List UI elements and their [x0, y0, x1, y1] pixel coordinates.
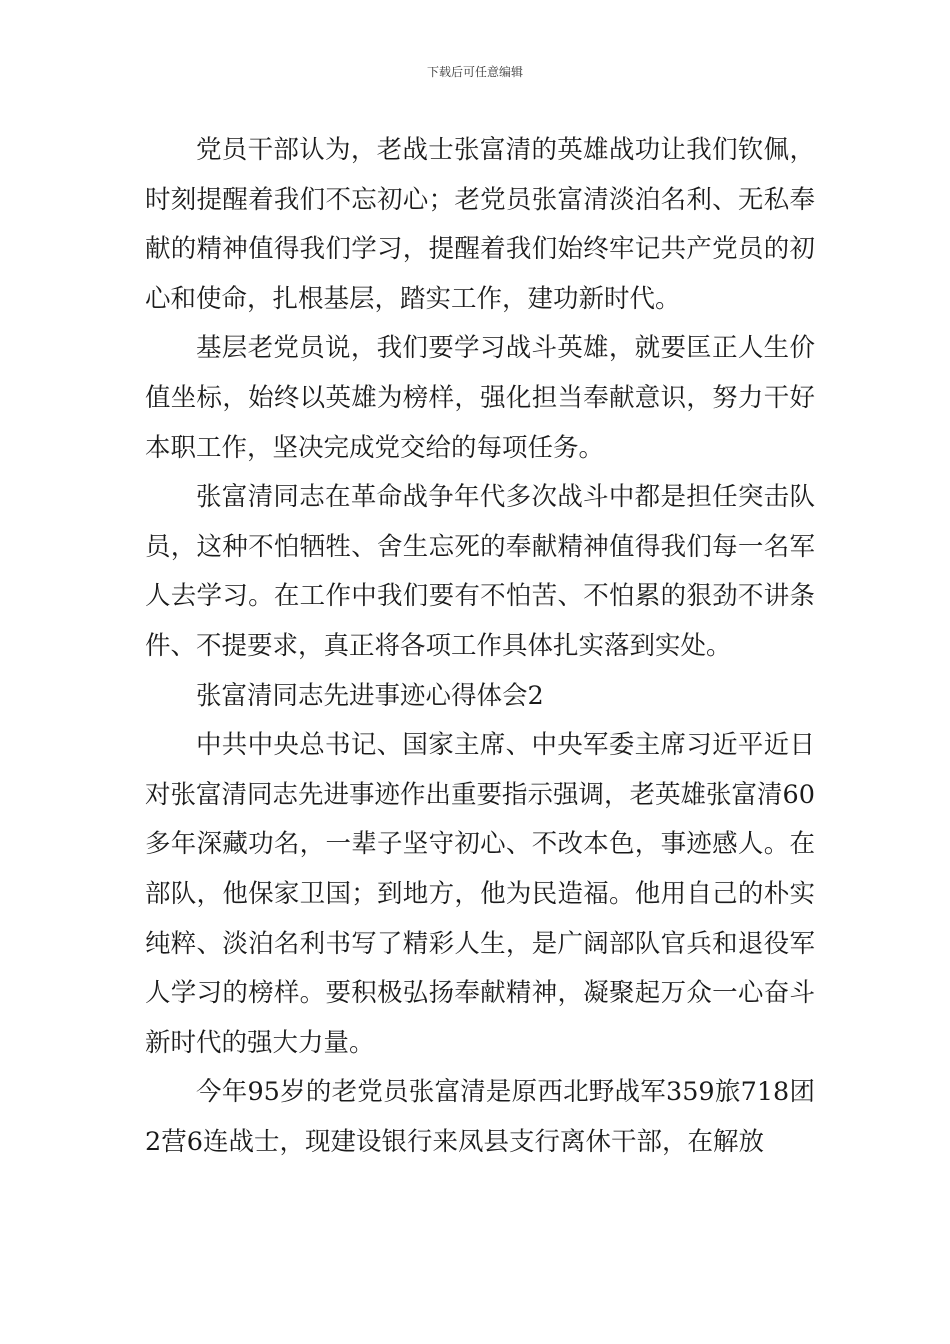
paragraph-1: 党员干部认为，老战士张富清的英雄战功让我们钦佩，时刻提醒着我们不忘初心；老党员张富清淡泊名利、无私奉献的精神值得我们学习，提醒着我们始终牢记共产党员的初心和使命，扎根基层，踏实工作，建功新时代。 [145, 135, 815, 314]
paragraph-4: 中共中央总书记、国家主席、中央军委主席习近平近日对张富清同志先进事迹作出重要指示强调，老英雄张富清60多年深藏功名，一辈子坚守初心、不改本色，事迹感人。在部队，他保家卫国；到地方，他为民造福。他用自己的朴实纯粹、淡泊名利书写了精彩人生，是广阔部队官兵和退役军人学习的榜样。要积极弘扬奉献精神，凝聚起万众一心奋斗新时代的强大力量。 [145, 730, 815, 1058]
page-header-note: 下载后可任意编辑 [426, 65, 523, 79]
paragraph-3: 张富清同志在革命战争年代多次战斗中都是担任突击队员，这种不怕牺牲、舍生忘死的奉献精神值得我们每一名军人去学习。在工作中我们要有不怕苦、不怕累的狠劲不讲条件、不提要求，真正将各项工作具体扎实落到实处。 [145, 482, 815, 661]
paragraph-2: 基层老党员说，我们要学习战斗英雄，就要匡正人生价值坐标，始终以英雄为榜样，强化担当奉献意识，努力干好本职工作，坚决完成党交给的每项任务。 [145, 333, 815, 463]
section-heading: 张富清同志先进事迹心得体会2 [196, 680, 544, 711]
paragraph-5: 今年95岁的老党员张富清是原西北野战军359旅718团2营6连战士，现建设银行来凤县支行离休干部，在解放 [145, 1077, 815, 1157]
document-body [145, 126, 815, 1167]
